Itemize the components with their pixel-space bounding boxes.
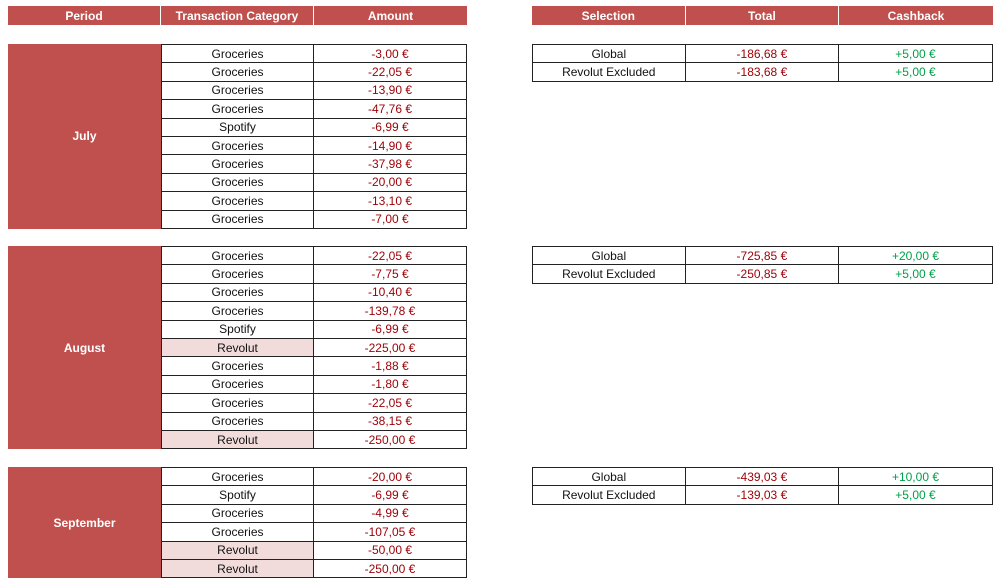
category-cell[interactable]: Revolut (161, 560, 314, 577)
cashback-cell[interactable]: +5,00 € (839, 45, 993, 62)
category-cell[interactable]: Spotify (161, 486, 314, 503)
amount-cell[interactable]: -10,40 € (314, 284, 467, 301)
total-cell[interactable]: -183,68 € (686, 63, 840, 80)
table-row (161, 560, 467, 578)
category-cell[interactable]: Groceries (161, 247, 314, 264)
table-row (161, 45, 467, 63)
category-cell[interactable]: Groceries (161, 265, 314, 282)
header-period[interactable]: Period (8, 6, 161, 25)
table-row (161, 63, 467, 81)
amount-cell[interactable]: -38,15 € (314, 413, 467, 430)
amount-cell[interactable]: -1,80 € (314, 376, 467, 393)
category-cell[interactable]: Groceries (161, 376, 314, 393)
total-cell[interactable]: -439,03 € (686, 468, 840, 485)
amount-cell[interactable]: -225,00 € (314, 339, 467, 356)
table-row (161, 321, 467, 339)
selection-cell[interactable]: Revolut Excluded (532, 486, 686, 503)
transaction-rows (161, 44, 467, 229)
table-row (161, 431, 467, 449)
left-header-row (8, 6, 467, 25)
category-cell[interactable]: Groceries (161, 82, 314, 99)
category-cell[interactable]: Groceries (161, 357, 314, 374)
category-cell[interactable]: Groceries (161, 468, 314, 485)
period-label[interactable]: July (8, 44, 161, 229)
summary-table (532, 467, 993, 505)
category-cell[interactable]: Groceries (161, 137, 314, 154)
category-cell[interactable]: Groceries (161, 284, 314, 301)
right-header-row (532, 6, 993, 25)
total-cell[interactable]: -250,85 € (686, 265, 840, 282)
category-cell[interactable]: Revolut (161, 431, 314, 448)
total-cell[interactable]: -139,03 € (686, 486, 840, 503)
total-cell[interactable]: -725,85 € (686, 247, 840, 264)
table-row (161, 376, 467, 394)
header-transaction-category[interactable]: Transaction Category (161, 6, 314, 25)
cashback-cell[interactable]: +20,00 € (839, 247, 993, 264)
amount-cell[interactable]: -13,90 € (314, 82, 467, 99)
table-row (161, 284, 467, 302)
amount-cell[interactable]: -20,00 € (314, 174, 467, 191)
header-cashback[interactable]: Cashback (839, 6, 993, 25)
amount-cell[interactable]: -3,00 € (314, 45, 467, 62)
amount-cell[interactable]: -7,75 € (314, 265, 467, 282)
amount-cell[interactable]: -6,99 € (314, 486, 467, 503)
transaction-rows (161, 246, 467, 449)
cashback-cell[interactable]: +5,00 € (839, 486, 993, 503)
category-cell[interactable]: Groceries (161, 211, 314, 228)
table-row (161, 339, 467, 357)
table-row (161, 192, 467, 210)
selection-cell[interactable]: Global (532, 247, 686, 264)
category-cell[interactable]: Groceries (161, 100, 314, 117)
amount-cell[interactable]: -13,10 € (314, 192, 467, 209)
cashback-cell[interactable]: +5,00 € (839, 63, 993, 80)
summary-table (532, 246, 993, 284)
table-row (161, 211, 467, 229)
selection-cell[interactable]: Global (532, 468, 686, 485)
period-block (8, 246, 467, 449)
category-cell[interactable]: Groceries (161, 413, 314, 430)
amount-cell[interactable]: -4,99 € (314, 505, 467, 522)
table-row (161, 394, 467, 412)
cashback-cell[interactable]: +10,00 € (839, 468, 993, 485)
category-cell[interactable]: Groceries (161, 505, 314, 522)
transaction-rows (161, 467, 467, 578)
category-cell[interactable]: Spotify (161, 119, 314, 136)
amount-cell[interactable]: -22,05 € (314, 63, 467, 80)
summary-row (532, 468, 993, 486)
table-row (161, 468, 467, 486)
amount-cell[interactable]: -14,90 € (314, 137, 467, 154)
table-row (161, 137, 467, 155)
total-cell[interactable]: -186,68 € (686, 45, 840, 62)
summary-row (532, 486, 993, 504)
amount-cell[interactable]: -20,00 € (314, 468, 467, 485)
category-cell[interactable]: Groceries (161, 302, 314, 319)
amount-cell[interactable]: -22,05 € (314, 394, 467, 411)
category-cell[interactable]: Groceries (161, 45, 314, 62)
amount-cell[interactable]: -1,88 € (314, 357, 467, 374)
period-label[interactable]: September (8, 467, 161, 578)
table-row (161, 247, 467, 265)
table-row (161, 357, 467, 375)
table-row (161, 505, 467, 523)
selection-cell[interactable]: Revolut Excluded (532, 63, 686, 80)
table-row (161, 542, 467, 560)
summary-row (532, 247, 993, 265)
table-row (161, 523, 467, 541)
category-cell[interactable]: Groceries (161, 394, 314, 411)
amount-cell[interactable]: -250,00 € (314, 560, 467, 577)
amount-cell[interactable]: -6,99 € (314, 321, 467, 338)
amount-cell[interactable]: -47,76 € (314, 100, 467, 117)
table-row (161, 265, 467, 283)
amount-cell[interactable]: -139,78 € (314, 302, 467, 319)
table-row (161, 82, 467, 100)
category-cell[interactable]: Groceries (161, 155, 314, 172)
category-cell[interactable]: Groceries (161, 523, 314, 540)
amount-cell[interactable]: -50,00 € (314, 542, 467, 559)
summary-row (532, 45, 993, 63)
category-cell[interactable]: Revolut (161, 542, 314, 559)
selection-cell[interactable]: Revolut Excluded (532, 265, 686, 282)
amount-cell[interactable]: -6,99 € (314, 119, 467, 136)
summary-row (532, 63, 993, 81)
header-selection[interactable]: Selection (532, 6, 686, 25)
amount-cell[interactable]: -107,05 € (314, 523, 467, 540)
amount-cell[interactable]: -37,98 € (314, 155, 467, 172)
category-cell[interactable]: Groceries (161, 63, 314, 80)
summary-table (532, 44, 993, 82)
category-cell[interactable]: Revolut (161, 339, 314, 356)
summary-row (532, 265, 993, 283)
category-cell[interactable]: Groceries (161, 174, 314, 191)
header-amount[interactable]: Amount (314, 6, 467, 25)
table-row (161, 119, 467, 137)
category-cell[interactable]: Groceries (161, 192, 314, 209)
amount-cell[interactable]: -22,05 € (314, 247, 467, 264)
selection-cell[interactable]: Global (532, 45, 686, 62)
category-cell[interactable]: Spotify (161, 321, 314, 338)
table-row (161, 486, 467, 504)
header-total[interactable]: Total (686, 6, 840, 25)
table-row (161, 302, 467, 320)
table-row (161, 100, 467, 118)
period-block (8, 467, 467, 578)
cashback-cell[interactable]: +5,00 € (839, 265, 993, 282)
period-label[interactable]: August (8, 246, 161, 449)
table-row (161, 155, 467, 173)
table-row (161, 413, 467, 431)
amount-cell[interactable]: -250,00 € (314, 431, 467, 448)
period-block (8, 44, 467, 229)
amount-cell[interactable]: -7,00 € (314, 211, 467, 228)
table-row (161, 174, 467, 192)
